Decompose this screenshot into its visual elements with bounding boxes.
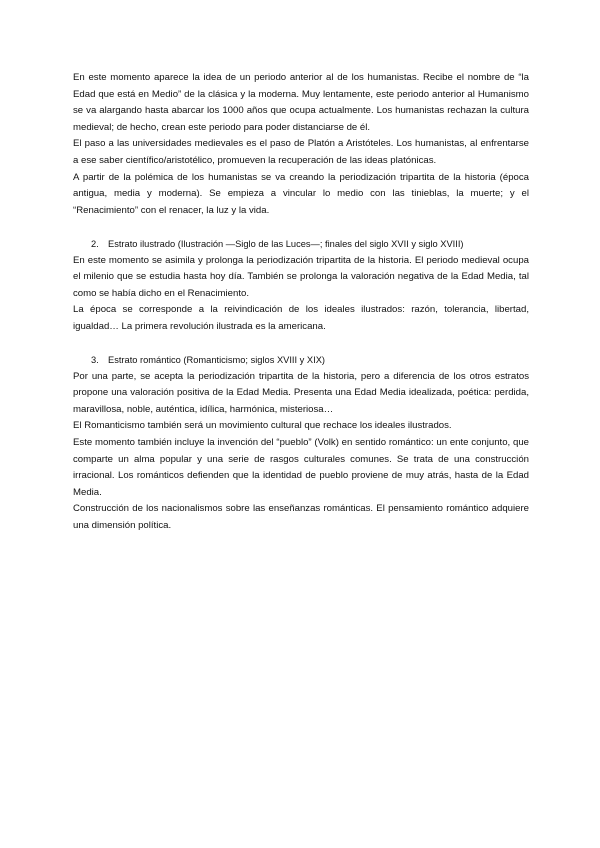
- section-heading-3: [73, 352, 529, 369]
- paragraph-section3-4: Construcción de los nacionalismos sobre las enseñanzas románticas. El pensamiento romántico adquiere una dimensión política.: [73, 503, 529, 532]
- section-title-3: Estrato romántico (Romanticismo; siglos XVIII y XIX): [108, 355, 325, 366]
- paragraph-intro-2: El paso a las universidades medievales es el paso de Platón a Aristóteles. Los humanistas, al enfrentarse a ese saber científico/aristotélico, promueven la recuperación de las ideas platónicas.: [73, 138, 529, 166]
- section-heading-2: [73, 236, 529, 253]
- paragraph-section3-3: Este momento también incluye la invención del “pueblo” (Volk) en sentido romántico: un ente conjunto, que comparte un alma popular y una serie de rasgos culturales comunes. Se trata de una construcción irracional. Los románticos defienden que la identidad de pueblo proviene de muy atrás, hasta de la Edad Media.: [73, 437, 529, 498]
- section-number-2: 2.: [91, 238, 99, 249]
- paragraph-intro-3: A partir de la polémica de los humanistas se va creando la periodización tripartita de la historia (época antigua, media y moderna). Se empieza a vincular lo medio con las tinieblas, la muerte; y el “Renacimiento” con el renacer, la luz y la vida.: [73, 171, 529, 216]
- paragraph-section2-1: En este momento se asimila y prolonga la periodización tripartita de la historia. El periodo medieval ocupa el milenio que se estudia hasta hoy día. También se prolonga la valoración negativa de la Edad Media, tal como se había dicho en el Renacimiento.: [73, 254, 529, 299]
- paragraph-intro-1: En este momento aparece la idea de un periodo anterior al de los humanistas. Recibe el nombre de “la Edad que está en Medio” de la clásica y la moderna. Muy lentamente, este periodo anterior al Humanismo se va alargando hasta abarcar los 1000 años que ocupa actualmente. Los humanistas rechazan la cultura medieval; de hecho, crean este periodo para poder distanciarse de él.: [73, 72, 529, 133]
- paragraph-section3-2: El Romanticismo también será un movimiento cultural que rechace los ideales ilustrados.: [73, 420, 452, 432]
- paragraph-section2-2: La época se corresponde a la reivindicación de los ideales ilustrados: razón, tolerancia, libertad, igualdad… La primera revolución ilustrada es la americana.: [73, 304, 529, 332]
- document-body: [73, 70, 529, 535]
- section-number-3: 3.: [91, 355, 99, 366]
- spacer: [73, 336, 529, 353]
- section-title-2: Estrato ilustrado (Ilustración —Siglo de las Luces—; finales del siglo XVII y siglo XVIII): [108, 238, 464, 249]
- paragraph-section3-1: Por una parte, se acepta la periodización tripartita de la historia, pero a diferencia de los otros estratos propone una valoración positiva de la Edad Media. Presenta una Edad Media idealizada, poética: perdida, maravillosa, noble, auténtica, idílica, harmónica, misteriosa…: [73, 370, 529, 415]
- spacer: [73, 219, 529, 236]
